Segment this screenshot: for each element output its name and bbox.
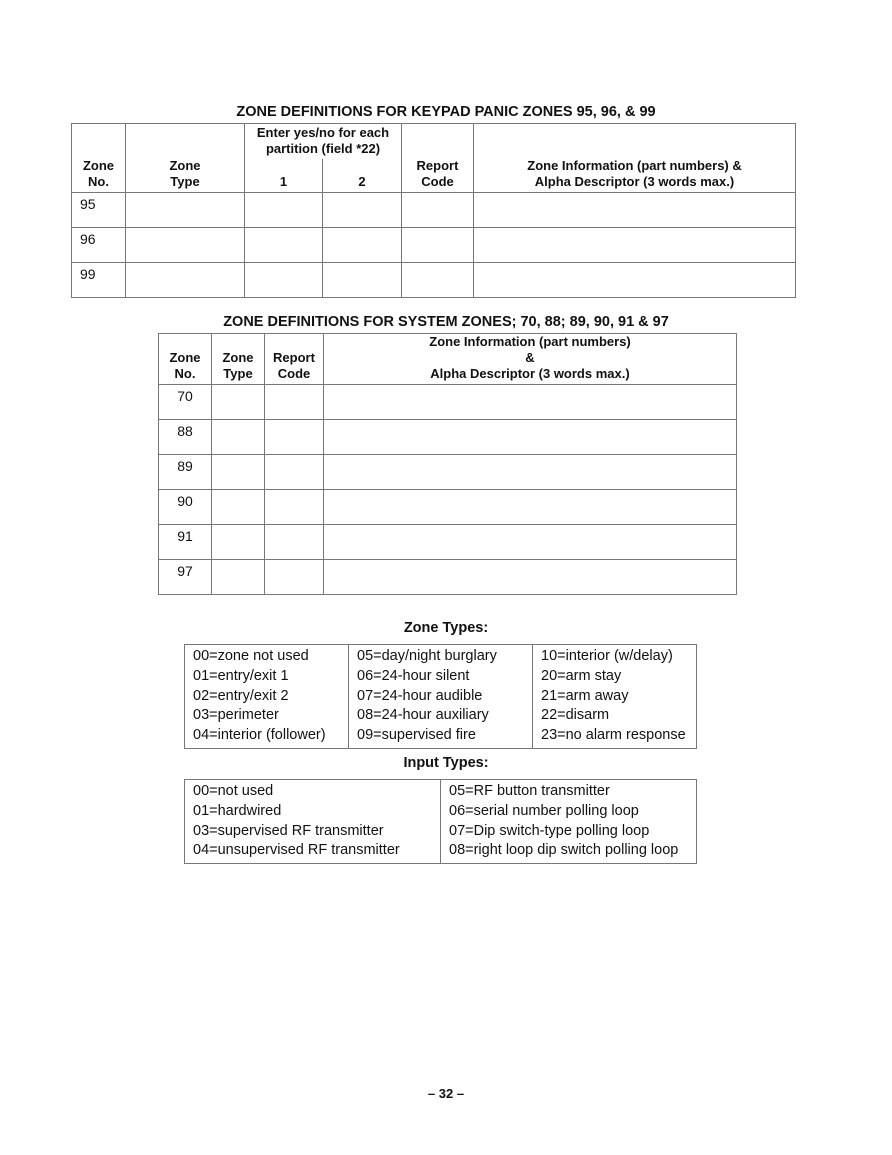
system-zones-table	[158, 333, 737, 595]
zone-number: 90	[159, 490, 212, 525]
zone-number: 91	[159, 525, 212, 560]
zone-type-cell[interactable]	[212, 455, 265, 490]
input-types-col-1: 00=not used 01=hardwired 03=supervised RF transmitter 04=unsupervised RF transmitter	[193, 783, 400, 859]
table-row	[159, 420, 737, 455]
zone-info-cell[interactable]	[474, 262, 796, 297]
zone-types-col-3: 10=interior (w/delay) 20=arm stay 21=arm away 22=disarm 23=no alarm response	[533, 645, 697, 749]
zone-number: 97	[159, 560, 212, 595]
report-code-cell[interactable]	[402, 192, 474, 227]
table-row	[72, 192, 796, 227]
partition-1-cell[interactable]	[245, 227, 323, 262]
report-code-cell[interactable]	[265, 385, 324, 420]
partition-header: Enter yes/no for each partition (field *22)	[245, 124, 402, 160]
table-row	[159, 525, 737, 560]
table-row	[159, 490, 737, 525]
partition-2-header: 2	[323, 159, 402, 192]
zone-type-cell[interactable]	[212, 420, 265, 455]
partition-2-cell[interactable]	[323, 227, 402, 262]
zone-types-col-1: 00=zone not used 01=entry/exit 1 02=entry/exit 2 03=perimeter 04=interior (follower)	[193, 648, 326, 744]
table-row	[159, 385, 737, 420]
partition-2-cell[interactable]	[323, 192, 402, 227]
table2-title: ZONE DEFINITIONS FOR SYSTEM ZONES; 70, 88; 89, 90, 91 & 97	[223, 314, 669, 330]
page-number: – 32 –	[427, 1086, 465, 1101]
zone-number: 95	[72, 192, 126, 227]
keypad-panic-zones-table	[71, 123, 796, 298]
input-types-legend	[184, 779, 697, 864]
partition-1-cell[interactable]	[245, 262, 323, 297]
zone-number: 88	[159, 420, 212, 455]
zone-number: 99	[72, 262, 126, 297]
zone-type-cell[interactable]	[212, 560, 265, 595]
zone-info-cell[interactable]	[324, 385, 737, 420]
zone-info-cell[interactable]	[324, 420, 737, 455]
report-code-cell[interactable]	[265, 420, 324, 455]
table1-title: ZONE DEFINITIONS FOR KEYPAD PANIC ZONES 95, 96, & 99	[236, 104, 656, 120]
input-types-title: Input Types:	[403, 755, 489, 771]
report-code-cell[interactable]	[402, 262, 474, 297]
zone-number: 89	[159, 455, 212, 490]
table-row	[72, 227, 796, 262]
zone-number: 96	[72, 227, 126, 262]
partition-1-header: 1	[245, 159, 323, 192]
zone-number: 70	[159, 385, 212, 420]
table-row	[159, 560, 737, 595]
zone-info-cell[interactable]	[324, 455, 737, 490]
zone-info-cell[interactable]	[474, 227, 796, 262]
report-code-cell[interactable]	[265, 455, 324, 490]
table-row	[72, 262, 796, 297]
zone-type-header: Zone Type	[126, 124, 245, 193]
zone-info-cell[interactable]	[474, 192, 796, 227]
zone-type-header: Zone Type	[212, 334, 265, 385]
report-code-cell[interactable]	[402, 227, 474, 262]
zone-info-cell[interactable]	[324, 560, 737, 595]
zone-info-cell[interactable]	[324, 490, 737, 525]
zone-type-cell[interactable]	[126, 227, 245, 262]
zone-type-cell[interactable]	[126, 262, 245, 297]
zone-no-header: Zone No.	[72, 124, 126, 193]
partition-2-cell[interactable]	[323, 262, 402, 297]
zone-info-cell[interactable]	[324, 525, 737, 560]
report-code-cell[interactable]	[265, 525, 324, 560]
zone-no-header: Zone No.	[159, 334, 212, 385]
report-code-cell[interactable]	[265, 560, 324, 595]
report-code-header: Report Code	[402, 124, 474, 193]
report-code-header: Report Code	[265, 334, 324, 385]
zone-type-cell[interactable]	[126, 192, 245, 227]
table-row	[159, 455, 737, 490]
zone-type-cell[interactable]	[212, 385, 265, 420]
input-types-col-2: 05=RF button transmitter 06=serial number polling loop 07=Dip switch-type polling loop 08=right loop dip switch polling loop	[441, 780, 697, 864]
zone-info-header: Zone Information (part numbers) & Alpha Descriptor (3 words max.)	[324, 334, 737, 385]
zone-types-title: Zone Types:	[403, 620, 489, 636]
zone-types-col-2: 05=day/night burglary 06=24-hour silent 07=24-hour audible 08=24-hour auxiliary 09=supervised fire	[349, 645, 533, 749]
zone-type-cell[interactable]	[212, 525, 265, 560]
zone-type-cell[interactable]	[212, 490, 265, 525]
zone-info-header: Zone Information (part numbers) & Alpha Descriptor (3 words max.)	[474, 124, 796, 193]
partition-1-cell[interactable]	[245, 192, 323, 227]
report-code-cell[interactable]	[265, 490, 324, 525]
zone-types-legend	[184, 644, 697, 749]
